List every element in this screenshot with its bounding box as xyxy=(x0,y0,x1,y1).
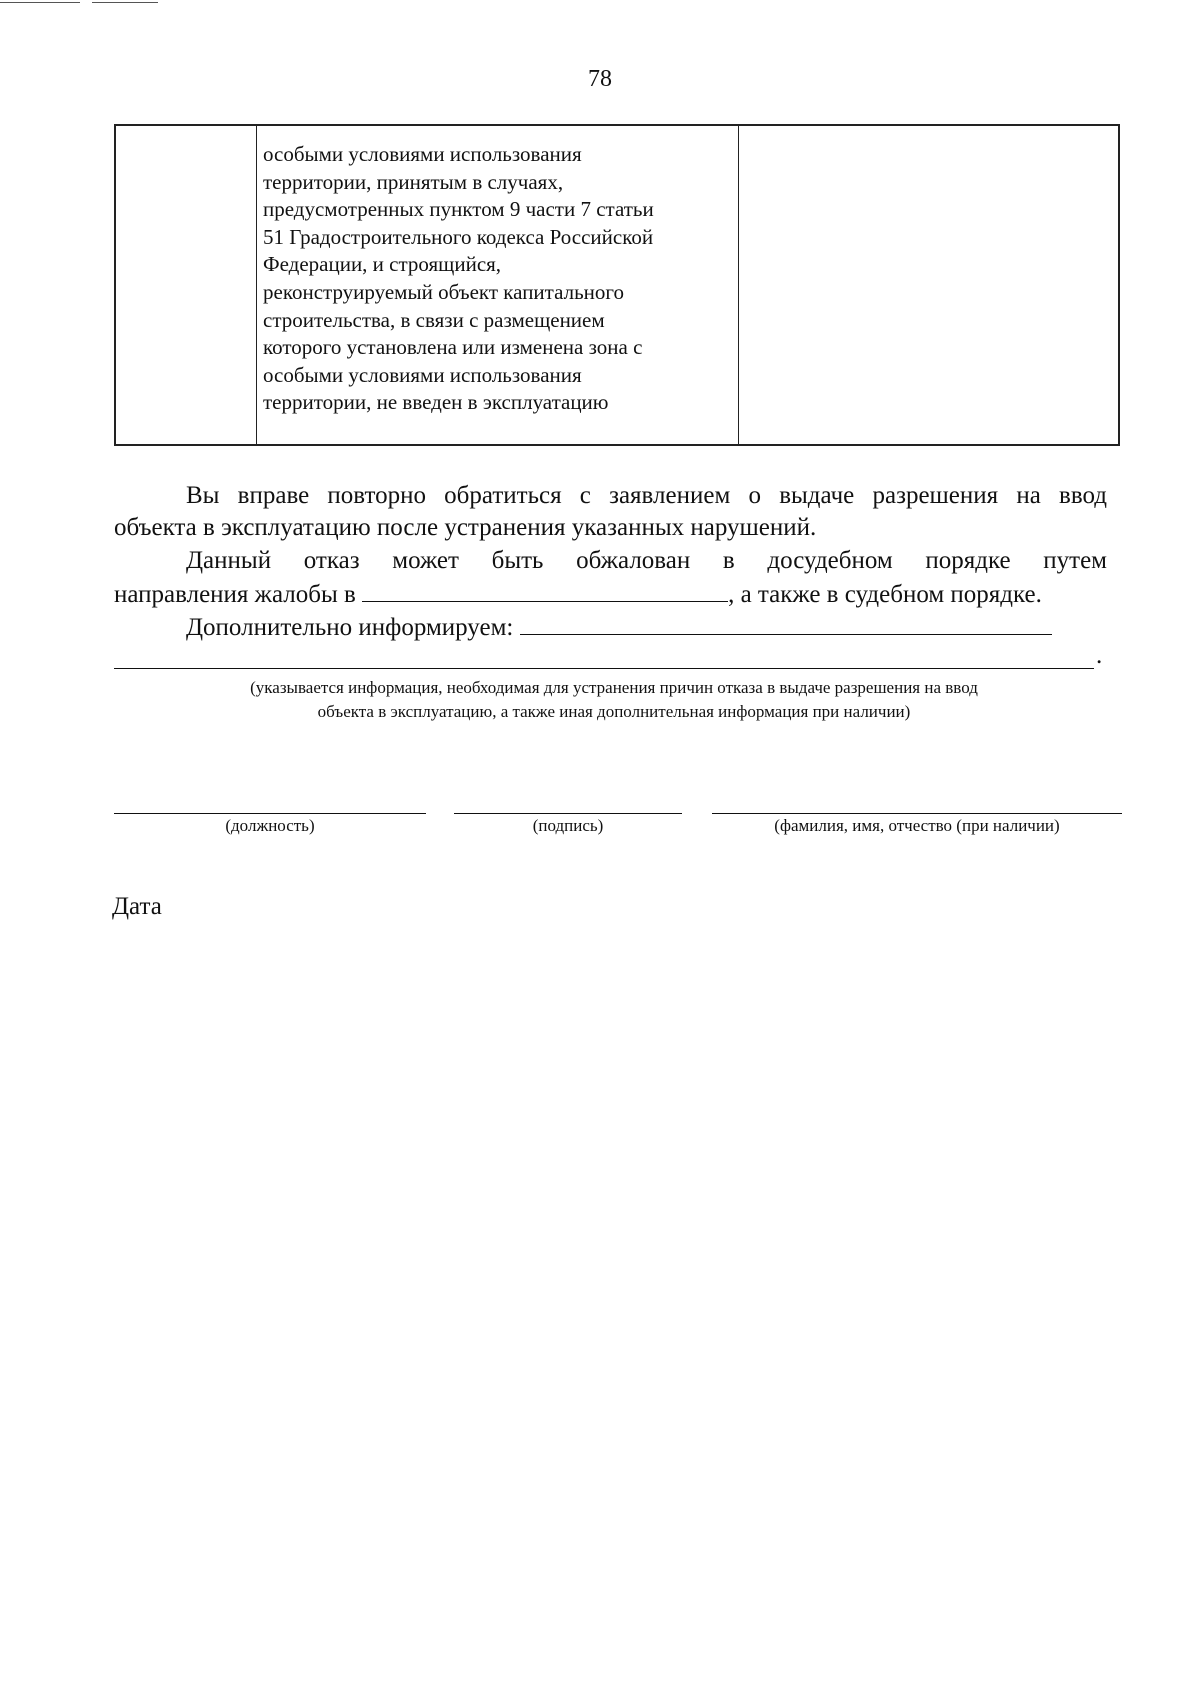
scan-artifact-line xyxy=(92,2,158,3)
table-column-divider xyxy=(738,126,739,444)
paragraph-text: Вы вправе повторно обратиться с заявлением о выдаче разрешения на ввод xyxy=(186,482,1107,509)
table-cell-line: Федерации, и строящийся, xyxy=(263,252,502,277)
paragraph-resubmit-line1 xyxy=(114,480,1107,512)
table-cell-line: территории, не введен в эксплуатацию xyxy=(263,390,609,415)
table-cell-line: реконструируемый объект капитального xyxy=(263,279,624,304)
table-cell-line: строительства, в связи с размещением xyxy=(263,307,605,332)
note-line: (указывается информация, необходимая для устранения причин отказа в выдаче разрешения на ввод xyxy=(250,678,978,697)
table-cell-line: которого установлена или изменена зона с xyxy=(263,335,643,360)
position-label: (должность) xyxy=(225,816,315,835)
scan-artifact-line xyxy=(0,2,80,3)
paragraph-text: , а также в судебном порядке. xyxy=(728,581,1042,608)
paragraph-text: Данный отказ может быть обжалован в досудебном порядке путем xyxy=(186,547,1107,574)
additional-info-blank xyxy=(520,610,1052,635)
paragraph-appeal-line1 xyxy=(114,545,1107,577)
paragraph-text: направления жалобы в xyxy=(114,581,363,608)
table-cell-line: 51 Градостроительного кодекса Российской xyxy=(263,224,654,249)
table-cell-line: предусмотренных пунктом 9 части 7 статьи xyxy=(263,197,654,222)
paragraph-additional-info xyxy=(186,610,1052,644)
paragraph-appeal-line2 xyxy=(114,577,1042,611)
table-cell-line: особыми условиями использования xyxy=(263,142,582,166)
table-cell-line: особыми условиями использования xyxy=(263,362,582,387)
full-name-label: (фамилия, имя, отчество (при наличии) xyxy=(774,816,1060,835)
note-line: объекта в эксплуатацию, а также иная дополнительная информация при наличии) xyxy=(317,702,911,721)
paragraph-text: Дополнительно информируем: xyxy=(186,614,520,641)
page-number: 78 xyxy=(588,66,612,92)
table-cell-line: территории, принятым в случаях, xyxy=(263,169,564,194)
date-label: Дата xyxy=(112,893,162,920)
table-cell-reason xyxy=(263,141,733,417)
signature-label: (подпись) xyxy=(532,816,604,835)
instruction-note xyxy=(114,676,1114,724)
name-signature-line xyxy=(712,813,1122,814)
table-column-divider xyxy=(256,126,257,444)
signature-line xyxy=(454,813,682,814)
paragraph-text: объекта в эксплуатацию после устранения указанных нарушений. xyxy=(114,514,817,541)
paragraph-resubmit-line2 xyxy=(114,512,816,544)
position-signature-line xyxy=(114,813,426,814)
trailing-period: . xyxy=(1096,642,1103,669)
appeal-authority-blank xyxy=(362,577,728,602)
additional-info-blank-line xyxy=(114,668,1094,669)
